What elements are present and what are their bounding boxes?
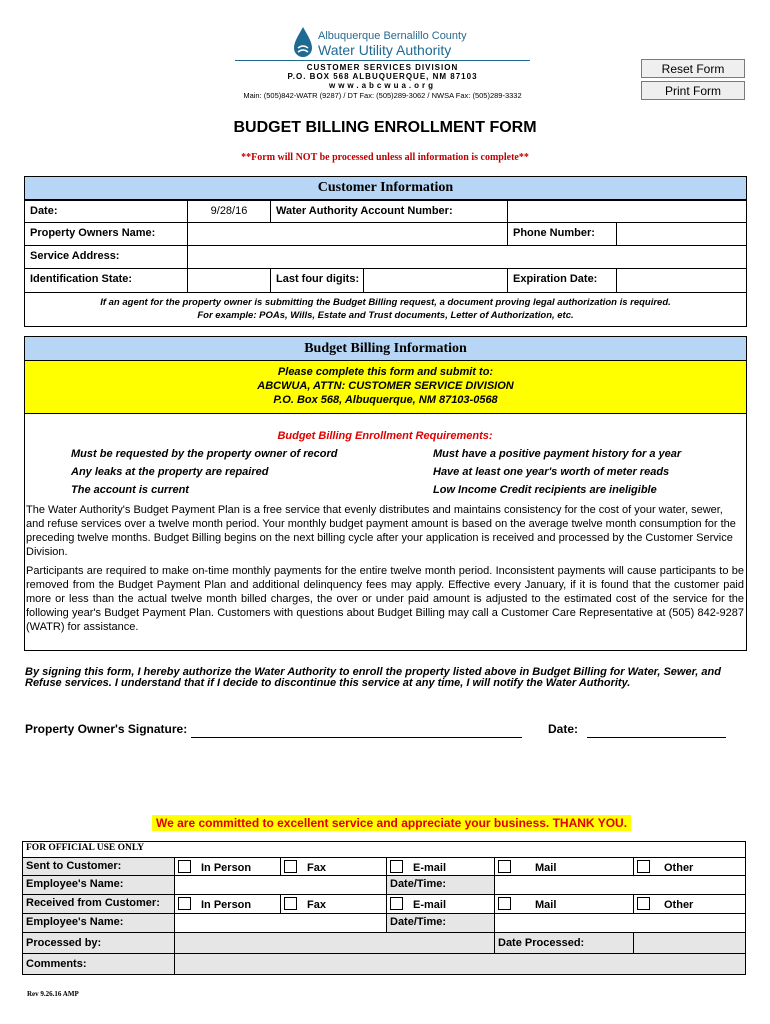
last-four-digits-label: Last four digits: [270, 268, 364, 293]
received-datetime-field[interactable] [494, 913, 746, 933]
participation-rules-paragraph: Participants are required to make on-time monthly payments for the entire twelve month period. Inconsistent payments will cause participants to be removed from the Budget Payment Plan and additional delinquency fees may apply. Effective every January, if it is found that the customer paid more or less than the actual twelve month billed charges, the over or under paid amount is adjusted to the estimated cost of the service for the following year's Budget Payment Plan. Customers with questions about Budget Billing may call a Customer Care Representative at (505) 842-9287 (WATR) for assistance. [26, 565, 744, 633]
sent-email-text: E-mail [413, 862, 447, 874]
received-fax-text: Fax [307, 899, 326, 911]
mailing-address: P.O. BOX 568 ALBUQUERQUE, NM 87103 [287, 72, 478, 81]
submit-line3: P.O. Box 568, Albuquerque, NM 87103-0568 [273, 394, 498, 406]
received-mail-checkbox[interactable] [498, 897, 511, 910]
sent-in-person-text: In Person [201, 862, 252, 874]
received-mail-option[interactable] [494, 894, 634, 914]
received-datetime-label: Date/Time: [386, 913, 495, 933]
completeness-notice: **Form will NOT be processed unless all information is complete** [241, 152, 529, 163]
org-name-line2: Water Utility Authority [318, 42, 452, 58]
requirement-right-2: Have at least one year's worth of meter reads [433, 466, 670, 478]
account-number-label: Water Authority Account Number: [270, 200, 508, 223]
sent-in-person-option[interactable] [174, 857, 281, 876]
owners-name-field[interactable] [187, 222, 508, 246]
sent-other-checkbox[interactable] [637, 860, 650, 873]
org-name-line1: Albuquerque Bernalillo County [318, 30, 467, 42]
received-mail-text: Mail [535, 899, 557, 911]
expiration-date-field[interactable] [616, 268, 747, 293]
expiration-date-label: Expiration Date: [507, 268, 617, 293]
requirement-right-3: Low Income Credit recipients are ineligible [433, 484, 657, 496]
sent-fax-option[interactable] [280, 857, 387, 876]
sent-datetime-label: Date/Time: [386, 875, 495, 895]
agent-note-line2: For example: POAs, Wills, Estate and Trust documents, Letter of Authorization, etc. [197, 310, 574, 321]
sent-mail-text: Mail [535, 862, 557, 874]
phone-number-field[interactable] [616, 222, 747, 246]
identification-state-label: Identification State: [24, 268, 188, 293]
sent-datetime-field[interactable] [494, 875, 746, 895]
sent-employee-name-label: Employee's Name: [22, 875, 175, 895]
sent-other-option[interactable] [633, 857, 746, 876]
received-in-person-checkbox[interactable] [178, 897, 191, 910]
form-title: BUDGET BILLING ENROLLMENT FORM [233, 119, 537, 136]
agent-note-line1: If an agent for the property owner is submitting the Budget Billing request, a document proving legal authorization is required. [100, 297, 671, 308]
owner-signature-line[interactable] [191, 737, 522, 738]
water-drop-logo-icon [292, 26, 314, 60]
submit-line2: ABCWUA, ATTN: CUSTOMER SERVICE DIVISION [257, 380, 514, 392]
received-email-text: E-mail [413, 899, 447, 911]
sent-mail-option[interactable] [494, 857, 634, 876]
received-email-checkbox[interactable] [390, 897, 403, 910]
identification-state-field[interactable] [187, 268, 271, 293]
requirements-title: Budget Billing Enrollment Requirements: [277, 430, 493, 442]
sent-employee-name-field[interactable] [174, 875, 387, 895]
submit-line1: Please complete this form and submit to: [277, 366, 494, 378]
received-employee-name-field[interactable] [174, 913, 387, 933]
received-other-option[interactable] [633, 894, 746, 914]
authorization-statement: By signing this form, I hereby authorize the Water Authority to enroll the property listed above in Budget Billing for Water, Sewer, and Refuse services. I understand that if I decide to discontinue this service at any time, I will notify the Water Authority. [25, 666, 721, 689]
thank-you-banner: We are committed to excellent service and appreciate your business. THANK YOU. [152, 815, 631, 831]
received-email-option[interactable] [386, 894, 495, 914]
official-use-heading: FOR OFFICIAL USE ONLY [22, 841, 746, 858]
requirement-left-2: Any leaks at the property are repaired [71, 466, 269, 478]
requirement-left-3: The account is current [71, 484, 189, 496]
owner-signature-label: Property Owner's Signature: [25, 722, 188, 736]
sent-mail-checkbox[interactable] [498, 860, 511, 873]
date-field[interactable]: 9/28/16 [187, 200, 271, 223]
website: www.abcwua.org [328, 81, 437, 90]
received-other-text: Other [664, 899, 694, 911]
received-in-person-text: In Person [201, 899, 252, 911]
owners-name-label: Property Owners Name: [24, 222, 188, 246]
last-four-digits-field[interactable] [363, 268, 508, 293]
revision-note: Rev 9.26.16 AMP [27, 990, 79, 998]
requirement-left-1: Must be requested by the property owner of record [71, 448, 338, 460]
sent-email-option[interactable] [386, 857, 495, 876]
division-name: CUSTOMER SERVICES DIVISION [306, 63, 459, 72]
signature-date-label: Date: [548, 722, 579, 736]
received-fax-option[interactable] [280, 894, 387, 914]
print-form-button[interactable]: Print Form [641, 81, 745, 100]
received-from-customer-label: Received from Customer: [22, 894, 175, 914]
sent-to-customer-label: Sent to Customer: [22, 857, 175, 876]
date-processed-label: Date Processed: [494, 932, 634, 954]
received-in-person-option[interactable] [174, 894, 281, 914]
sent-other-text: Other [664, 862, 694, 874]
service-address-label: Service Address: [24, 245, 188, 269]
service-address-field[interactable] [187, 245, 747, 269]
customer-info-heading: Customer Information [24, 176, 747, 200]
comments-label: Comments: [22, 953, 175, 975]
reset-form-button[interactable]: Reset Form [641, 59, 745, 78]
comments-field[interactable] [174, 953, 746, 975]
requirement-right-1: Must have a positive payment history for a year [433, 448, 682, 460]
sent-in-person-checkbox[interactable] [178, 860, 191, 873]
phone-numbers: Main: (505)842-WATR (9287) / DT Fax: (505)289-3062 / NWSA Fax: (505)289-3332 [243, 91, 522, 100]
sent-fax-text: Fax [307, 862, 326, 874]
signature-date-line[interactable] [587, 737, 726, 738]
received-fax-checkbox[interactable] [284, 897, 297, 910]
plan-description-paragraph: The Water Authority's Budget Payment Plan is a free service that evenly distributes and maintains consistency for the cost of your water, sewer, and refuse services over a twelve month period. Your monthly budget payment amount is based on the average twelve month consumption for the preceding twelve months. Budget Billing begins on the next billing cycle after your application is received and processed by the Customer Service Division. [26, 504, 736, 558]
processed-by-field[interactable] [174, 932, 495, 954]
received-employee-name-label: Employee's Name: [22, 913, 175, 933]
date-processed-field[interactable] [633, 932, 746, 954]
account-number-field[interactable] [507, 200, 747, 223]
sent-fax-checkbox[interactable] [284, 860, 297, 873]
received-other-checkbox[interactable] [637, 897, 650, 910]
date-label: Date: [24, 200, 188, 223]
sent-email-checkbox[interactable] [390, 860, 403, 873]
phone-number-label: Phone Number: [507, 222, 617, 246]
header-rule [235, 60, 530, 61]
processed-by-label: Processed by: [22, 932, 175, 954]
budget-info-heading: Budget Billing Information [24, 336, 747, 361]
submit-instructions [24, 360, 747, 414]
